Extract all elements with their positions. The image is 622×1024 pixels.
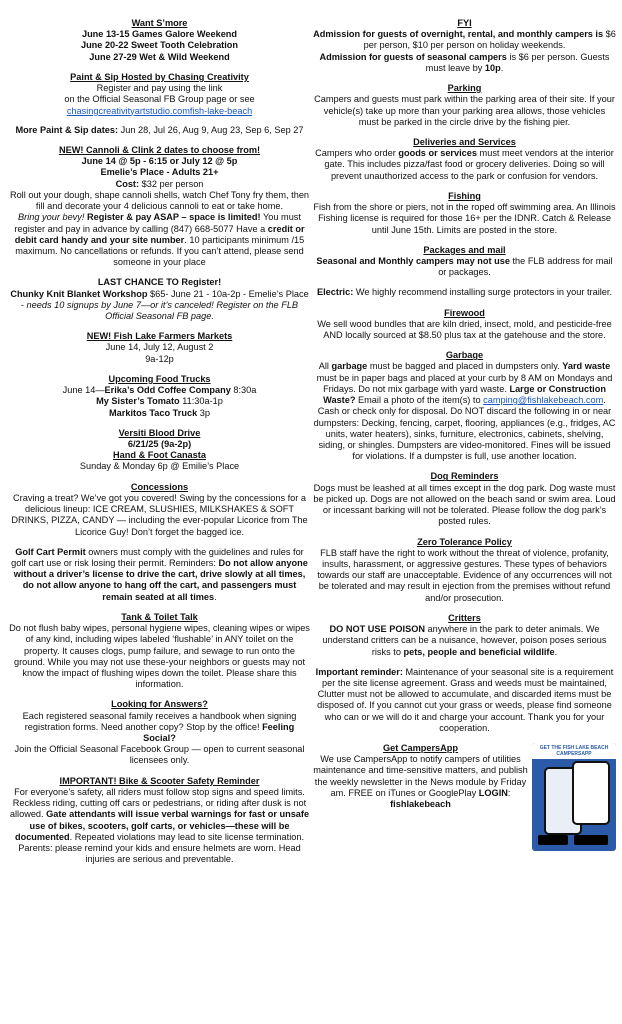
truck-1-time: 8:30a (230, 385, 257, 396)
campersapp-text (313, 754, 528, 799)
garbage-t3: must be in paper bags and placed at your curb by 8 AM on Mondays and Fridays. Do not mix garbage with yard waste. (316, 372, 613, 394)
electric-text (313, 287, 616, 298)
blood-drive-section (8, 428, 311, 473)
food-trucks-section (8, 374, 311, 419)
food-trucks-title: Upcoming Food Trucks (108, 373, 211, 384)
cannoli-cost-text: $32 per person (139, 178, 204, 189)
tank-text: Do not flush baby wipes, personal hygiene wipes, cleaning wipes or wipes of any kind, including wipes labeled ‘flushable’ in ANY toilet on the property. It causes clogs, pump failure, and sewage to run onto the ground. While you may not use these-your neighbors or guests may not know the impact of flushing wipes down the toilet. Please share this information. (9, 623, 310, 690)
fyi-seasonal (313, 52, 616, 74)
safety-warning: Gate attendants will issue verbal warnings for fast or unsafe use of bikes, scooters, golf carts, or vehicles—these will be documented (14, 809, 310, 842)
critters-poison: DO NOT USE POISON (329, 624, 425, 635)
fishing-text: Fish from the shore or piers, not in the roped off swimming area. An Illinois Fishing license is required for those 16+ per the IDNR. Catch & Release until June 15th. Limits are posted in the store. (313, 202, 616, 235)
golf-cart-rules: owners must comply with the guidelines and rules for golf cart use or risk losing their permit. Reminders: (11, 546, 304, 568)
safety-intro: For everyone’s safety, all riders must follow stop signs and speed limits. Reckless riding, cutting off cars or pedestrians, or riding after dusk is not allowed. (9, 786, 307, 820)
answers-handbook: Each registered seasonal family receives a handbook when signing registration forms. Need another copy? Stop by the office! (22, 710, 297, 732)
garbage-section (313, 350, 616, 462)
paint-sip-line-1: Register and pay using the link (96, 83, 223, 94)
campersapp-login: fishlakebeach (390, 799, 451, 810)
smore-line-1: June 13-15 Games Galore Weekend (81, 29, 238, 40)
firewood-section (313, 308, 616, 342)
fyi-title: FYI (457, 18, 472, 28)
fyi-overnight-label: Admission for guests of overnight, rental, and monthly campers is (313, 29, 604, 40)
cannoli-end: . 10 participants minimum /15 maximum. No cancellations or refunds. If you can’t attend, please send someone in your place (15, 234, 305, 268)
cannoli-section (8, 145, 311, 268)
last-chance-title: LAST CHANCE TO Register! (97, 277, 222, 288)
campersapp-title: Get CampersApp (382, 743, 459, 754)
farmers-section (8, 331, 311, 365)
smore-title: Want S’more (131, 18, 188, 28)
deliveries-goods: goods or services (398, 148, 477, 159)
safety-end: . Repeated violations may lead to site license termination. Parents: please remind your kids and ensure helmets are worn. Head injuries are serious and preventable. (18, 831, 305, 865)
parking-section (313, 83, 616, 128)
garbage-t1: All (318, 361, 332, 372)
garbage-t2: must be bagged and placed in dumpsters only. (367, 361, 563, 372)
zero-tolerance-section (313, 537, 616, 604)
canasta-time: Sunday & Monday 6p @ Emilie’s Place (79, 461, 240, 472)
fyi-overnight (313, 29, 616, 51)
firewood-title: Firewood (444, 307, 485, 318)
garbage-b1: garbage (331, 361, 368, 372)
deliveries-section (313, 137, 616, 182)
golf-cart-reminders: Do not allow anyone without a driver’s license to drive the cart, drive slowly at all times, do not allow anyone to hang off the cart, and passengers must remain seated at all times (13, 557, 308, 602)
garbage-title: Garbage (445, 350, 484, 361)
safety-title: IMPORTANT! Bike & Scooter Safety Reminder (59, 775, 260, 786)
cannoli-cost (8, 179, 311, 190)
truck-2 (8, 396, 311, 407)
garbage-yard: Yard waste (562, 361, 611, 372)
cannoli-bevy: Bring your bevy! (18, 212, 85, 223)
feeling-social: Feeling Social? (143, 721, 295, 744)
concessions-text: Craving a treat? We’ve got you covered! Swing by the concessions for a delicious lineup: ICE CREAM, SLUSHIES, MILKSHAKES & SOFT DRINKS, PIZZA, CANDY — including the ever-popular Licorice from The Licorice Guy! Don’t forget the bagged ice. (11, 492, 308, 537)
campersapp-promo-header: GET THE FISH LAKE BEACH CAMPERSAPP (532, 743, 616, 759)
parking-text: Campers and guests must park within the parking area of their site. If your vehicle(s) take up more than your parking area allows, those vehicles must be parked in the circle drive by the fishing pier. (314, 94, 615, 127)
deliveries-rest: must meet vendors at the interior gate. This includes pizza/fast food or grocery deliveries. Doing so will prevent unauthorized access to the park or confusion for vendors. (324, 148, 614, 181)
fyi-seasonal-label: Admission for guests of seasonal campers (319, 51, 507, 62)
tank-section (8, 612, 311, 691)
fyi-section (313, 18, 616, 74)
smore-section (8, 18, 311, 63)
paint-sip-line-2: on the Official Seasonal FB Group page or see (64, 94, 255, 105)
phone-graphic-2 (572, 761, 610, 825)
truck-1-name: Erika’s Odd Coffee Company (104, 385, 231, 396)
paint-sip-more-text: Jun 28, Jul 26, Aug 9, Aug 23, Sep 6, Sep 27 (118, 124, 304, 135)
deliveries-intro: Campers who order (315, 148, 399, 159)
reminder-label: Important reminder: (315, 666, 403, 677)
truck-3-time: 3p (197, 407, 210, 418)
zero-tolerance-title: Zero Tolerance Policy (417, 536, 512, 547)
cannoli-asap: Register & pay ASAP – space is limited! (84, 212, 261, 223)
garbage-text (313, 361, 616, 462)
right-column (313, 18, 616, 1024)
answers-title: Looking for Answers? (111, 699, 208, 710)
golf-cart-section (8, 547, 311, 603)
campersapp-desc: We use CampersApp to notify campers of utilities maintenance and time-sensitive matters, and publish the weekly newsletter in the News module by Friday am. FREE on iTunes or GooglePlay (313, 754, 528, 798)
farmers-dates: June 14, July 12, August 2 (105, 342, 214, 353)
safety-text (8, 787, 311, 866)
app-store-badge-icon (538, 835, 568, 845)
dog-title: Dog Reminders (430, 471, 499, 482)
smore-line-2: June 20-22 Sweet Tooth Celebration (80, 40, 239, 51)
cannoli-title: NEW! Cannoli & Clink 2 dates to choose from! (58, 144, 261, 155)
fyi-end: . (500, 62, 504, 73)
fyi-overnight-price: $6 per person, $10 per person on holiday weekends. (363, 29, 616, 51)
packages-title: Packages and mail (423, 244, 506, 255)
critters-text (313, 624, 616, 658)
last-chance-text (8, 289, 311, 323)
deliveries-text (313, 148, 616, 182)
critters-risks: pets, people and beneficial wildlife (403, 646, 555, 657)
truck-1-date: June 14— (62, 385, 105, 396)
safety-section (8, 776, 311, 866)
garbage-t4: Email a photo of the item(s) to (355, 395, 484, 406)
truck-2-name: My Sister’s Tomato (96, 396, 180, 407)
truck-2-time: 11:30a-1p (179, 396, 223, 407)
golf-cart-permit: Golf Cart Permit (15, 546, 86, 557)
garbage-large: Large or Construction Waste? (323, 383, 606, 406)
critters-t1: anywhere in the park to deter animals. We understand critters can be a nuisance, however, poison poses serious risks to (322, 624, 607, 657)
zero-tolerance-text: FLB staff have the right to work without the threat of violence, profanity, insults, harassment, or aggressive gestures. These types of behaviors towards our staff are unacceptable. Evidence of any occurrences will not be tolerated and may result in ejection from the premises without refund and/or prosecution. (317, 547, 612, 603)
packages-text (313, 256, 616, 278)
reminder-section (313, 667, 616, 734)
packages-rest: the FLB address for mail or packages. (438, 255, 613, 278)
garbage-email-link[interactable]: camping@fishlakebeach.com (483, 395, 604, 406)
cannoli-card: credit or debit card handy and your site number (14, 223, 305, 245)
deliveries-title: Deliveries and Services (413, 136, 516, 147)
cannoli-desc: Roll out your dough, shape cannoli shells, watch Chef Tony fry them, then fill and decorate your 4 delicious cannoli to eat or take home. (9, 189, 310, 212)
cannoli-call: You must register and pay in advance by calling (847) 668-5077 Have a (14, 212, 301, 234)
fyi-seasonal-price: is $6 per person. Guests must leave by (425, 51, 610, 73)
farmers-time: 9a-12p (145, 353, 174, 364)
fishing-section (313, 191, 616, 236)
cannoli-cost-label: Cost: (115, 178, 140, 189)
campersapp-colon: : (507, 787, 511, 798)
answers-section (8, 699, 311, 766)
paint-sip-more-label: More Paint & Sip dates: (15, 124, 119, 135)
smore-line-3: June 27-29 Wet & Wild Weekend (89, 51, 230, 62)
critters-title: Critters (448, 612, 481, 623)
truck-3-name: Markitos Taco Truck (109, 407, 198, 418)
campersapp-text-block (313, 743, 528, 810)
fishing-title: Fishing (448, 190, 481, 201)
golf-cart-end: . (214, 591, 217, 602)
reminder-rest: Maintenance of your seasonal site is a requirement per the site license agreement. Grass and weeds must be maintained, Clutter must not be allowed to accumulate, and discarded items must be disposed of. If you cannot cut your grass or weeds, please find someone who can or we will do it and charge your account. Thank you for your cooperation. (317, 666, 614, 733)
truck-1 (8, 385, 311, 396)
cannoli-register (8, 212, 311, 268)
knit-details: $65- June 21 - 10a-2p - Emelie’s Place - (20, 288, 309, 310)
answers-facebook: Join the Official Seasonal Facebook Group — open to current seasonal licensees only. (14, 744, 305, 766)
concessions-section (8, 482, 311, 538)
packages-warning: Seasonal and Monthly campers may not use (316, 255, 510, 266)
knit-note: needs 10 signups by June 7—or it’s canceled! Register on the FLB Official Seasonal FB page. (26, 299, 299, 322)
paint-sip-title: Paint & Sip Hosted by Chasing Creativity (70, 71, 249, 82)
paint-sip-link[interactable]: chasingcreativityartstudio.comfish-lake-beach (66, 105, 253, 116)
golf-cart-text (8, 547, 311, 603)
campersapp-section (313, 743, 616, 851)
packages-section (313, 245, 616, 279)
dog-section (313, 471, 616, 527)
critters-end: . (554, 646, 558, 657)
knit-workshop: Chunky Knit Blanket Workshop (10, 288, 148, 299)
concessions-title: Concessions (130, 481, 189, 492)
tank-title: Tank & Toilet Talk (121, 611, 198, 622)
cannoli-line-2: Emelie’s Place - Adults 21+ (100, 167, 219, 178)
answers-text (8, 711, 311, 745)
campersapp-promo-image (532, 743, 616, 851)
parking-title: Parking (447, 83, 482, 94)
firewood-text: We sell wood bundles that are kiln dried, insect, mold, and pesticide-free AND locally sourced at $8.50 plus tax at the gatehouse and the store. (317, 318, 612, 341)
last-chance-section (8, 277, 311, 322)
left-column (8, 18, 311, 1024)
electric-rest: We highly recommend installing surge protectors in your trailer. (353, 287, 612, 298)
campersapp-login-label: LOGIN (478, 787, 508, 798)
cannoli-line-1: June 14 @ 5p - 6:15 or July 12 @ 5p (81, 156, 238, 167)
fyi-leave-time: 10p (484, 62, 501, 73)
electric-label: Electric: (317, 287, 354, 298)
paint-sip-more (8, 125, 311, 136)
reminder-text (313, 667, 616, 734)
garbage-t5: . Cash or check only for disposal. Do NOT discard the following in or near dumpsters: Decking, fencing, carpet, flooring, appliances (e.g., fridges, AC units, water heaters), sinks, furniture, electronics, cabinets, shelving, siding, or shingles. Dumpsters are video-monitored. Fines will be issued for violations. If a dumpster is full, use another location. (313, 395, 616, 462)
electric-section (313, 287, 616, 298)
blood-drive-title: Versiti Blood Drive (118, 427, 201, 438)
farmers-title: NEW! Fish Lake Farmers Markets (86, 331, 233, 342)
critters-section (313, 613, 616, 658)
dog-text: Dogs must be leashed at all times except in the dog park. Dog waste must be picked up. Dogs are not allowed on the beach sand or swim area. Loud or incessant barking will not be tolerated. Please follow the dog park’s posted rules. (313, 482, 616, 527)
paint-sip-section (8, 72, 311, 136)
blood-drive-date: 6/21/25 (9a-2p) (127, 439, 192, 449)
truck-3 (8, 408, 311, 419)
google-play-badge-icon (574, 835, 608, 845)
canasta-title: Hand & Foot Canasta (113, 450, 206, 461)
